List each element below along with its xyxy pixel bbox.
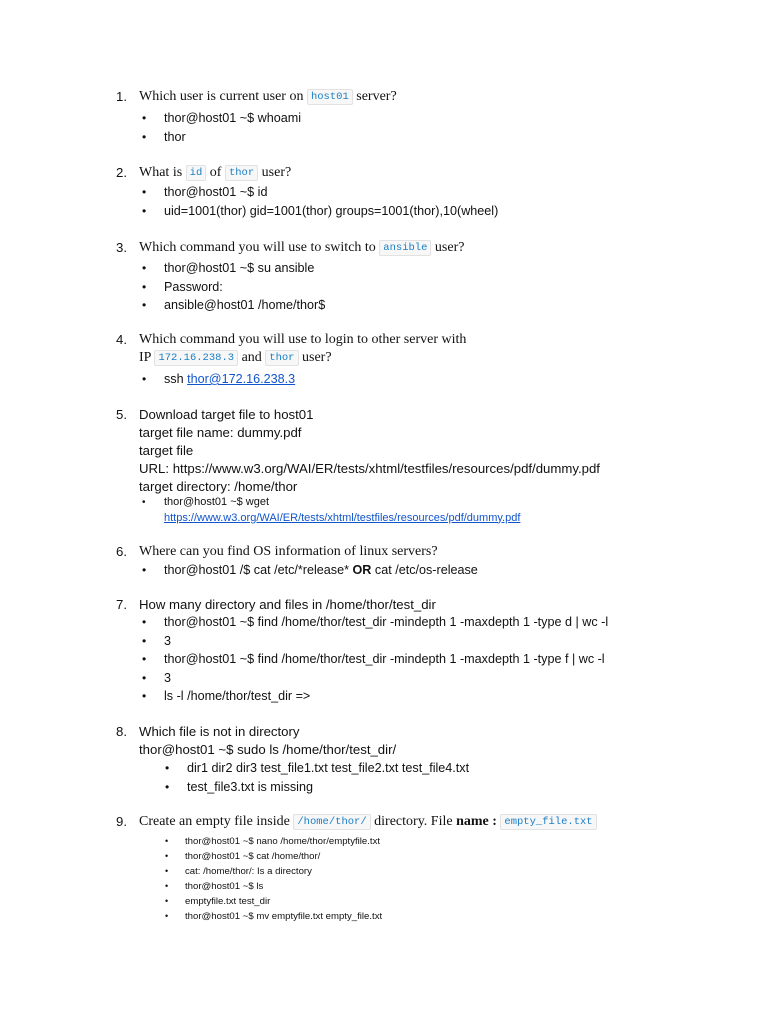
- question-title: [139, 813, 659, 831]
- inline-code: host01: [307, 89, 353, 105]
- inline-code: /home/thor/: [293, 814, 370, 830]
- answer-list: [140, 109, 740, 146]
- bullet-icon: •: [142, 261, 147, 275]
- bullet-icon: •: [142, 111, 147, 125]
- answer-text: 3: [164, 670, 172, 685]
- title-text: thor@host01 ~$ sudo ls /home/thor/test_dir/: [139, 742, 397, 757]
- bullet-icon: •: [142, 497, 146, 508]
- question-number: 4.: [116, 332, 127, 347]
- bullet-icon: •: [142, 563, 147, 577]
- inline-code: 172.16.238.3: [154, 350, 238, 366]
- list-item: [140, 109, 740, 128]
- answer-text: thor@host01 ~$ ls: [185, 881, 264, 892]
- inline-code: thor: [265, 350, 298, 366]
- question-title: [139, 406, 659, 496]
- question-title: [139, 331, 659, 367]
- title-text: server?: [352, 89, 397, 104]
- question-title: How many directory and files in /home/thor/test_dir: [139, 597, 436, 612]
- bullet-icon: •: [165, 911, 169, 921]
- bullet-icon: •: [142, 652, 147, 666]
- bullet-icon: •: [142, 129, 147, 144]
- answer-text: cat /etc/os-release: [371, 563, 478, 577]
- inline-code: thor: [225, 165, 258, 181]
- bullet-icon: •: [142, 279, 147, 294]
- bullet-icon: •: [142, 298, 147, 312]
- question-number: 1.: [116, 89, 127, 104]
- list-item: [163, 834, 763, 849]
- answer-text: test_file3.txt is missing: [187, 779, 313, 794]
- answer-text: ansible@host01 /home/thor$: [164, 298, 326, 312]
- answer-list: [163, 834, 763, 924]
- answer-list: [140, 561, 740, 580]
- title-text: Create an empty file inside: [139, 814, 294, 829]
- list-item: [140, 495, 740, 511]
- answer-text: uid=1001(thor) gid=1001(thor) groups=1001(thor),10(wheel): [164, 203, 499, 218]
- inline-code: ansible: [379, 240, 431, 256]
- answer-text: thor@host01 ~$ mv emptyfile.txt empty_file.txt: [185, 911, 383, 922]
- title-text: directory. File: [370, 814, 457, 829]
- inline-code: empty_file.txt: [500, 814, 596, 830]
- download-link[interactable]: https://www.w3.org/WAI/ER/tests/xhtml/testfiles/resources/pdf/dummy.pdf: [164, 511, 521, 524]
- question-number: 7.: [116, 597, 127, 612]
- bullet-icon: •: [142, 633, 147, 648]
- title-text: Which file is not in directory: [139, 724, 300, 739]
- title-text: target file name: dummy.pdf: [139, 425, 302, 440]
- list-item: [140, 687, 740, 706]
- question-number: 5.: [116, 407, 127, 422]
- bullet-icon: •: [142, 670, 147, 685]
- bullet-icon: •: [165, 866, 169, 876]
- title-text: and: [238, 350, 266, 365]
- answer-text: cat: /home/thor/: Is a directory: [185, 866, 312, 877]
- bullet-icon: •: [142, 372, 147, 386]
- title-text: URL: https://www.w3.org/WAI/ER/tests/xhtml/testfiles/resources/pdf/dummy.pdf: [139, 461, 600, 476]
- answer-text: thor@host01 ~$ id: [164, 185, 268, 199]
- answer-text: thor@host01 ~$ nano /home/thor/emptyfile.txt: [185, 836, 381, 847]
- list-item: [163, 759, 763, 778]
- answer-text: thor: [164, 129, 186, 144]
- title-text: Which command you will use to switch to: [139, 240, 380, 255]
- list-item: [140, 669, 740, 688]
- list-item: [140, 296, 740, 315]
- answer-text: thor@host01 ~$ whoami: [164, 111, 302, 125]
- answer-text: Password:: [164, 279, 223, 294]
- answer-list: [140, 613, 740, 706]
- question-title: [139, 164, 659, 182]
- bullet-icon: •: [165, 881, 169, 891]
- title-text: Which command you will use to login to other server with: [139, 332, 467, 347]
- title-text: user?: [258, 165, 292, 180]
- list-item: [140, 561, 740, 580]
- list-item: [140, 613, 740, 632]
- title-text: target file: [139, 443, 194, 458]
- question-title: [139, 88, 659, 106]
- answer-list: [140, 495, 740, 526]
- title-text: IP: [139, 350, 155, 365]
- answer-list: [163, 759, 763, 796]
- bullet-icon: •: [142, 615, 147, 629]
- ssh-link[interactable]: thor@172.16.238.3: [187, 372, 296, 386]
- title-text: What is: [139, 165, 186, 180]
- list-item: [163, 879, 763, 894]
- list-item: [163, 849, 763, 864]
- bullet-icon: •: [142, 689, 147, 703]
- bullet-icon: •: [142, 185, 147, 199]
- title-text: Download target file to host01: [139, 407, 314, 422]
- bullet-icon: •: [142, 203, 147, 218]
- title-text: target directory: /home/thor: [139, 479, 298, 494]
- list-item: [140, 128, 740, 147]
- answer-text: thor@host01 /$ cat /etc/*release*: [164, 563, 353, 577]
- answer-list: [140, 370, 740, 389]
- answer-text: ls -l /home/thor/test_dir =>: [164, 689, 311, 703]
- question-number: 3.: [116, 240, 127, 255]
- answer-text: dir1 dir2 dir3 test_file1.txt test_file2.txt test_file4.txt: [187, 761, 470, 775]
- inline-code: id: [186, 165, 207, 181]
- answer-text: thor@host01 ~$ find /home/thor/test_dir -mindepth 1 -maxdepth 1 -type d | wc -l: [164, 615, 609, 629]
- bullet-icon: •: [165, 779, 170, 794]
- list-item: [140, 202, 740, 221]
- list-item: [140, 370, 740, 389]
- list-item: [163, 778, 763, 797]
- answer-text: ssh: [164, 372, 188, 386]
- list-item: [140, 632, 740, 651]
- answer-text: thor@host01 ~$ wget: [164, 496, 270, 508]
- title-line-2: [139, 349, 659, 367]
- list-item: [140, 650, 740, 669]
- answer-list: [140, 259, 740, 315]
- question-title: Where can you find OS information of linux servers?: [139, 544, 438, 559]
- bullet-icon: •: [165, 836, 169, 846]
- bullet-icon: •: [165, 896, 169, 906]
- question-number: 2.: [116, 165, 127, 180]
- answer-text: thor@host01 ~$ find /home/thor/test_dir -mindepth 1 -maxdepth 1 -type f | wc -l: [164, 652, 605, 666]
- list-item: [163, 909, 763, 924]
- title-text: user?: [431, 240, 465, 255]
- list-item-continuation: [140, 511, 740, 527]
- bullet-icon: •: [165, 761, 170, 775]
- title-bold-text: name :: [456, 814, 497, 829]
- question-title: [139, 239, 659, 257]
- answer-text: thor@host01 ~$ su ansible: [164, 261, 315, 275]
- answer-text: emptyfile.txt test_dir: [185, 896, 271, 907]
- bullet-icon: •: [165, 851, 169, 861]
- list-item: [163, 864, 763, 879]
- question-number: 6.: [116, 544, 127, 559]
- answer-text: thor@host01 ~$ cat /home/thor/: [185, 851, 321, 862]
- title-text: Which user is current user on: [139, 89, 307, 104]
- list-item: [140, 278, 740, 297]
- list-item: [140, 259, 740, 278]
- question-number: 9.: [116, 814, 127, 829]
- list-item: [140, 183, 740, 202]
- list-item: [163, 894, 763, 909]
- question-number: 8.: [116, 724, 127, 739]
- title-text: user?: [298, 350, 332, 365]
- question-title: [139, 723, 659, 759]
- title-text: of: [206, 165, 225, 180]
- answer-text: 3: [164, 633, 172, 648]
- answer-list: [140, 183, 740, 220]
- answer-bold-text: OR: [352, 563, 372, 577]
